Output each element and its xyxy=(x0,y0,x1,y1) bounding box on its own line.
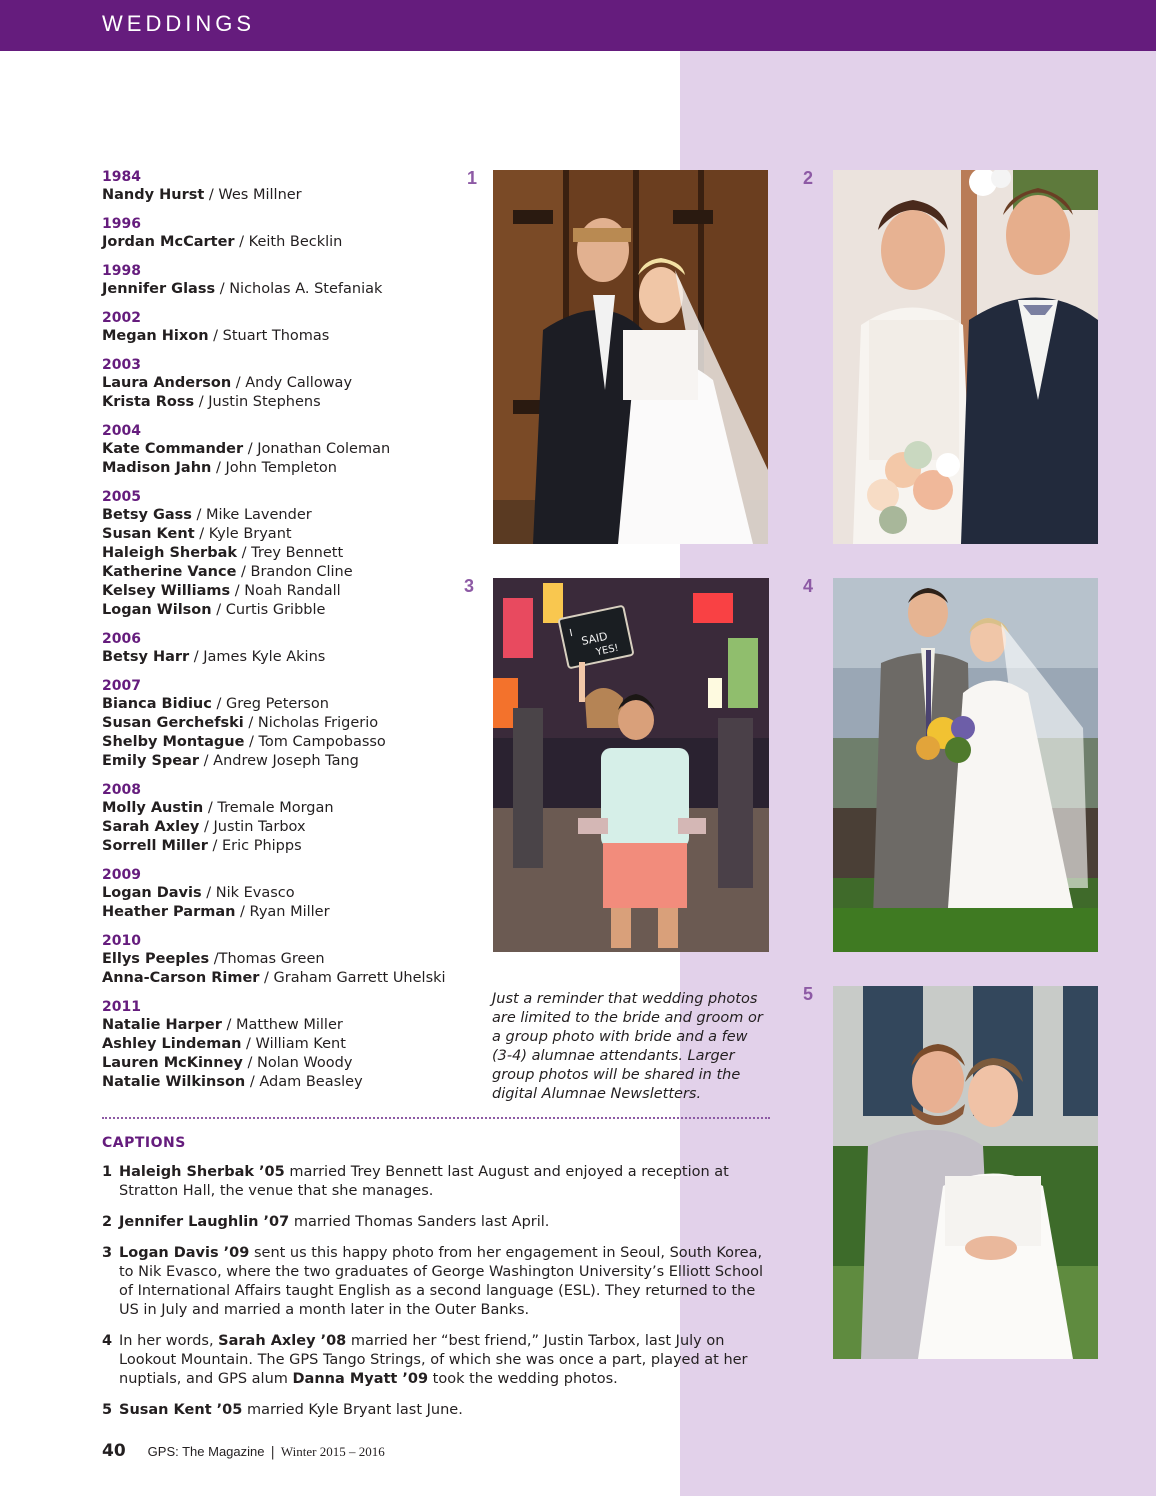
photo-2-couple-with-bouquet xyxy=(833,170,1098,544)
spouse-name: / Brandon Cline xyxy=(236,564,353,580)
alumna-name: Emily Spear xyxy=(102,753,200,769)
issue-date: Winter 2015 – 2016 xyxy=(280,1444,385,1459)
caption-number: 3 xyxy=(102,1245,113,1261)
caption-alum-name: Haleigh Sherbak ’05 xyxy=(119,1164,285,1180)
spouse-name: / Mike Lavender xyxy=(191,507,312,523)
spouse-name: / John Templeton xyxy=(211,460,337,476)
alumna-name: Susan Gerchefski xyxy=(102,715,244,731)
caption-alum-name: Sarah Axley ’08 xyxy=(218,1333,347,1349)
couple-entry xyxy=(102,393,472,412)
caption-item xyxy=(102,1401,772,1420)
couple-entry xyxy=(102,837,472,856)
alumna-name: Shelby Montague xyxy=(102,734,245,750)
page-number: 40 xyxy=(102,1441,126,1461)
spouse-name: / Nicholas Frigerio xyxy=(243,715,379,731)
couple-entry xyxy=(102,582,472,601)
photo-number-4: 4 xyxy=(803,576,814,596)
caption-alum-name: Susan Kent ’05 xyxy=(119,1402,243,1418)
caption-number: 2 xyxy=(102,1214,113,1230)
alumna-name: Madison Jahn xyxy=(102,460,212,476)
photo-number-3: 3 xyxy=(464,576,475,596)
spouse-name: / Nik Evasco xyxy=(201,885,295,901)
couple-entry xyxy=(102,1054,472,1073)
spouse-name: / Andy Calloway xyxy=(231,375,353,391)
year-group xyxy=(102,309,472,346)
alumna-name: Kelsey Williams xyxy=(102,583,231,599)
alumna-name: Natalie Harper xyxy=(102,1017,222,1033)
spouse-name: / Stuart Thomas xyxy=(208,328,330,344)
year-group xyxy=(102,781,472,856)
couple-entry xyxy=(102,1035,472,1054)
spouse-name: / Matthew Miller xyxy=(221,1017,343,1033)
sign-text-line-1: I xyxy=(568,627,574,640)
year-group xyxy=(102,356,472,412)
year-group xyxy=(102,866,472,922)
spouse-name: / Kyle Bryant xyxy=(194,526,292,542)
photo-5-couple-at-church xyxy=(833,986,1098,1359)
sign-text-line-3: YES! xyxy=(595,642,620,659)
couple-entry xyxy=(102,903,472,922)
caption-text: In her words, xyxy=(119,1333,219,1349)
couple-entry xyxy=(102,506,472,525)
year-label: 1996 xyxy=(102,216,141,232)
couple-entry xyxy=(102,818,472,837)
caption-alum-name: Jennifer Laughlin ’07 xyxy=(119,1214,290,1230)
couple-entry xyxy=(102,233,472,252)
alumna-name: Krista Ross xyxy=(102,394,195,410)
spouse-name: / Ryan Miller xyxy=(235,904,330,920)
couple-entry xyxy=(102,1016,472,1035)
page-footer xyxy=(102,1441,385,1461)
alumna-name: Heather Parman xyxy=(102,904,236,920)
footer-separator: | xyxy=(270,1445,275,1460)
alumna-name: Anna-Carson Rimer xyxy=(102,970,260,986)
caption-item xyxy=(102,1213,772,1232)
year-group xyxy=(102,262,472,299)
photo-number-1: 1 xyxy=(467,168,478,188)
dotted-divider xyxy=(102,1117,770,1119)
couple-entry xyxy=(102,648,472,667)
alumna-name: Susan Kent xyxy=(102,526,195,542)
spouse-name: / Justin Tarbox xyxy=(199,819,306,835)
spouse-name: / Tom Campobasso xyxy=(244,734,386,750)
caption-item xyxy=(102,1332,772,1389)
couple-entry xyxy=(102,714,472,733)
spouse-name: / Justin Stephens xyxy=(194,394,321,410)
year-group xyxy=(102,422,472,478)
couple-entry xyxy=(102,752,472,771)
year-label: 2005 xyxy=(102,489,141,505)
couple-entry xyxy=(102,1073,472,1092)
photo-1-couple-at-wooden-doors xyxy=(493,170,768,544)
photo-3-seoul-engagement xyxy=(493,578,769,952)
year-label: 2004 xyxy=(102,423,141,439)
caption-alum-name: Danna Myatt ’09 xyxy=(292,1371,429,1387)
caption-number: 4 xyxy=(102,1333,113,1349)
caption-number: 5 xyxy=(102,1402,113,1418)
caption-text: married her “best friend,” Justin Tarbox, last July on Lookout Mountain. The GPS Tango Strings, of which she was once a part, played at her nuptials, and GPS alum xyxy=(119,1333,748,1387)
spouse-name: / Noah Randall xyxy=(230,583,341,599)
alumna-name: Laura Anderson xyxy=(102,375,232,391)
alumna-name: Kate Commander xyxy=(102,441,244,457)
alumna-name: Logan Davis xyxy=(102,885,202,901)
couple-entry xyxy=(102,695,472,714)
couple-entry xyxy=(102,327,472,346)
couple-entry xyxy=(102,374,472,393)
year-label: 2010 xyxy=(102,933,141,949)
couple-entry xyxy=(102,601,472,620)
couple-entry xyxy=(102,186,472,205)
wedding-list xyxy=(102,168,475,1102)
couple-entry xyxy=(102,459,472,478)
spouse-name: / Nicholas A. Stefaniak xyxy=(215,281,383,297)
caption-text: married Thomas Sanders last April. xyxy=(289,1214,550,1230)
spouse-name: / Nolan Woody xyxy=(242,1055,353,1071)
spouse-name: / Eric Phipps xyxy=(207,838,302,854)
spouse-name: / Trey Bennett xyxy=(237,545,344,561)
couple-entry xyxy=(102,733,472,752)
alumna-name: Haleigh Sherbak xyxy=(102,545,238,561)
year-group xyxy=(102,168,472,205)
alumna-name: Sorrell Miller xyxy=(102,838,208,854)
alumna-name: Logan Wilson xyxy=(102,602,212,618)
couple-entry xyxy=(102,969,472,988)
alumna-name: Molly Austin xyxy=(102,800,204,816)
year-label: 1998 xyxy=(102,263,141,279)
year-group xyxy=(102,488,475,620)
caption-number: 1 xyxy=(102,1164,113,1180)
year-label: 1984 xyxy=(102,169,141,185)
couple-entry xyxy=(102,440,472,459)
spouse-name: /Thomas Green xyxy=(209,951,325,967)
caption-text: married Trey Bennett last August and enjoyed a reception at Stratton Hall, the venue that she manages. xyxy=(119,1164,729,1199)
spouse-name: / Graham Garrett Uhelski xyxy=(259,970,446,986)
alumna-name: Betsy Harr xyxy=(102,649,190,665)
magazine-name: GPS: The Magazine xyxy=(147,1444,265,1459)
spouse-name: / Tremale Morgan xyxy=(203,800,334,816)
couple-entry xyxy=(102,544,472,563)
couple-entry xyxy=(102,280,472,299)
alumna-name: Jennifer Glass xyxy=(102,281,216,297)
spouse-name: / Andrew Joseph Tang xyxy=(199,753,359,769)
photo-number-2: 2 xyxy=(803,168,814,188)
couple-entry xyxy=(102,525,472,544)
year-group xyxy=(102,932,472,988)
alumna-name: Natalie Wilkinson xyxy=(102,1074,246,1090)
header-bar xyxy=(0,0,1156,51)
year-label: 2009 xyxy=(102,867,141,883)
sign-text-line-2: SAID xyxy=(580,629,609,648)
alumna-name: Sarah Axley xyxy=(102,819,200,835)
alumna-name: Megan Hixon xyxy=(102,328,209,344)
year-label: 2007 xyxy=(102,678,141,694)
caption-item xyxy=(102,1244,772,1320)
year-label: 2008 xyxy=(102,782,141,798)
year-label: 2006 xyxy=(102,631,141,647)
spouse-name: / Greg Peterson xyxy=(211,696,329,712)
alumna-name: Ellys Peeples xyxy=(102,951,210,967)
year-label: 2002 xyxy=(102,310,141,326)
photo-number-5: 5 xyxy=(803,984,814,1004)
spouse-name: / Wes Millner xyxy=(204,187,302,203)
alumna-name: Betsy Gass xyxy=(102,507,192,523)
caption-text: took the wedding photos. xyxy=(428,1371,618,1387)
couple-entry xyxy=(102,950,472,969)
couple-entry xyxy=(102,563,472,582)
spouse-name: / Curtis Gribble xyxy=(211,602,326,618)
page-title: WEDDINGS xyxy=(102,11,255,36)
year-group xyxy=(102,630,472,667)
alumna-name: Katherine Vance xyxy=(102,564,237,580)
caption-alum-name: Logan Davis ’09 xyxy=(119,1245,250,1261)
alumna-name: Jordan McCarter xyxy=(102,234,235,250)
year-label: 2003 xyxy=(102,357,141,373)
caption-text: sent us this happy photo from her engagement in Seoul, South Korea, to Nik Evasco, where the two graduates of George Washington University’s Elliott School of International Affairs taught English as a second language (ESL). They returned to the US in July and married a month later in the Outer Banks. xyxy=(119,1245,763,1318)
year-label: 2011 xyxy=(102,999,141,1015)
captions-heading: CAPTIONS xyxy=(102,1135,186,1151)
year-group xyxy=(102,677,472,771)
spouse-name: / William Kent xyxy=(241,1036,346,1052)
photo-guidelines-note: Just a reminder that wedding photos are limited to the bride and groom or a group photo with bride and a few (3-4) alumnae attendants. Larger group photos will be shared in the digital Alumnae Newsletters. xyxy=(492,991,763,1102)
couple-entry xyxy=(102,884,472,903)
photo-4-lookout-mountain-couple xyxy=(833,578,1098,952)
spouse-name: / Jonathan Coleman xyxy=(243,441,391,457)
alumna-name: Nandy Hurst xyxy=(102,187,205,203)
caption-item xyxy=(102,1163,772,1201)
year-group xyxy=(102,998,472,1092)
alumna-name: Bianca Bidiuc xyxy=(102,696,212,712)
year-group xyxy=(102,215,472,252)
spouse-name: / Keith Becklin xyxy=(234,234,343,250)
alumna-name: Lauren McKinney xyxy=(102,1055,243,1071)
alumna-name: Ashley Lindeman xyxy=(102,1036,242,1052)
spouse-name: / James Kyle Akins xyxy=(189,649,326,665)
spouse-name: / Adam Beasley xyxy=(245,1074,363,1090)
captions-list xyxy=(102,1163,772,1432)
caption-text: married Kyle Bryant last June. xyxy=(242,1402,463,1418)
couple-entry xyxy=(102,799,472,818)
